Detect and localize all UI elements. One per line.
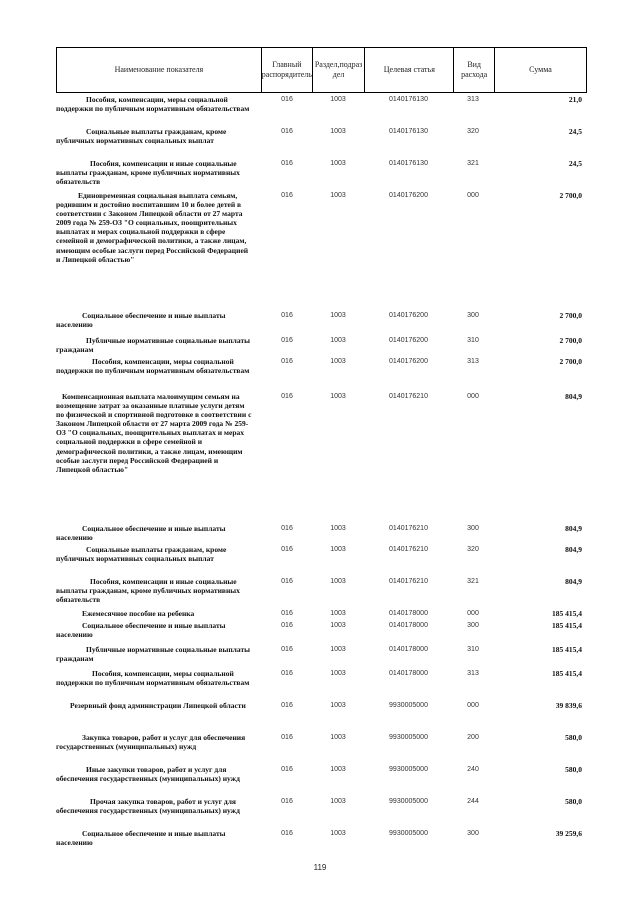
table-row: [56, 797, 585, 815]
sum-value: 21,0: [568, 95, 582, 104]
razdel-code: 1003: [330, 192, 346, 199]
table-row: [56, 765, 585, 783]
vid-code: 321: [467, 160, 479, 167]
celevaya-code: 0140176210: [389, 393, 428, 400]
sum-value: 580,0: [565, 733, 582, 742]
razdel-code: 1003: [330, 622, 346, 629]
budget-table: [56, 47, 587, 893]
razdel-code: 1003: [330, 670, 346, 677]
sum-value: 580,0: [565, 765, 582, 774]
sum-value: 39 839,6: [555, 701, 582, 710]
glavny-code: 016: [281, 96, 293, 103]
razdel-code: 1003: [330, 798, 346, 805]
table-body: [56, 93, 587, 893]
table-row: [56, 645, 585, 663]
glavny-code: 016: [281, 546, 293, 553]
glavny-code: 016: [281, 610, 293, 617]
header-celevaya: Целевая статья: [364, 48, 453, 92]
razdel-code: 1003: [330, 702, 346, 709]
header-vid: Вид расхода: [453, 48, 494, 92]
razdel-code: 1003: [330, 393, 346, 400]
razdel-code: 1003: [330, 578, 346, 585]
vid-code: 300: [467, 622, 479, 629]
indicator-name: Публичные нормативные социальные выплаты гражданам: [56, 645, 250, 664]
table-header: [56, 47, 587, 93]
sum-value: 185 415,4: [552, 609, 582, 618]
vid-code: 000: [467, 393, 479, 400]
razdel-code: 1003: [330, 525, 346, 532]
page-number: 119: [313, 863, 327, 872]
indicator-name: Закупка товаров, работ и услуг для обеспечения государственных (муниципальных) нужд: [56, 733, 246, 752]
vid-code: 300: [467, 525, 479, 532]
indicator-name: Социальное обеспечение и иные выплаты населению: [56, 829, 226, 848]
celevaya-code: 0140176130: [389, 160, 428, 167]
sum-value: 2 700,0: [559, 336, 582, 345]
vid-code: 313: [467, 670, 479, 677]
vid-code: 310: [467, 337, 479, 344]
sum-value: 185 415,4: [552, 645, 582, 654]
indicator-name: Публичные нормативные социальные выплаты гражданам: [56, 336, 250, 355]
sum-value: 2 700,0: [559, 357, 582, 366]
celevaya-code: 9930005000: [389, 830, 428, 837]
header-summa: Сумма: [494, 48, 586, 92]
sum-value: 804,9: [565, 392, 582, 401]
celevaya-code: 9930005000: [389, 798, 428, 805]
celevaya-code: 0140178000: [389, 610, 428, 617]
razdel-code: 1003: [330, 830, 346, 837]
table-row: [56, 577, 585, 604]
razdel-code: 1003: [330, 546, 346, 553]
vid-code: 313: [467, 96, 479, 103]
glavny-code: 016: [281, 702, 293, 709]
razdel-code: 1003: [330, 766, 346, 773]
vid-code: 000: [467, 610, 479, 617]
vid-code: 000: [467, 702, 479, 709]
vid-code: 320: [467, 546, 479, 553]
table-row: [56, 392, 585, 474]
razdel-code: 1003: [330, 358, 346, 365]
table-row: [56, 357, 585, 375]
razdel-code: 1003: [330, 312, 346, 319]
indicator-name: Пособия, компенсации и иные социальные выплаты гражданам, кроме публичных нормативных обязательств: [56, 577, 240, 605]
glavny-code: 016: [281, 734, 293, 741]
table-row: [56, 621, 585, 639]
table-row: [56, 669, 585, 687]
glavny-code: 016: [281, 393, 293, 400]
glavny-code: 016: [281, 646, 293, 653]
indicator-name: Пособия, компенсации, меры социальной поддержки по публичным нормативным обязательствам: [56, 669, 250, 688]
vid-code: 240: [467, 766, 479, 773]
glavny-code: 016: [281, 160, 293, 167]
glavny-code: 016: [281, 622, 293, 629]
celevaya-code: 0140176210: [389, 546, 428, 553]
vid-code: 244: [467, 798, 479, 805]
indicator-name: Социальное обеспечение и иные выплаты населению: [56, 311, 226, 330]
glavny-code: 016: [281, 798, 293, 805]
table-row: [56, 545, 585, 563]
sum-value: 2 700,0: [559, 311, 582, 320]
glavny-code: 016: [281, 128, 293, 135]
table-row: [56, 336, 585, 354]
razdel-code: 1003: [330, 128, 346, 135]
celevaya-code: 0140178000: [389, 646, 428, 653]
table-row: [56, 191, 585, 264]
razdel-code: 1003: [330, 610, 346, 617]
glavny-code: 016: [281, 578, 293, 585]
sum-value: 24,5: [568, 159, 582, 168]
indicator-name: Пособия, компенсации, меры социальной поддержки по публичным нормативным обязательствам: [56, 357, 250, 376]
table-row: [56, 829, 585, 847]
vid-code: 300: [467, 312, 479, 319]
razdel-code: 1003: [330, 96, 346, 103]
table-row: [56, 733, 585, 751]
indicator-name: Единовременная социальная выплата семьям, родившим и достойно воспитавшим 10 и более детей в соответствии с Законом Липецкой области от 27 марта 2009 года № 259-ОЗ "О социальных, поощрительных выплатах и мерах социальной поддержки в сфере семейной и демографической политики, а также лицам, имеющим особые заслуги перед Российской Федерацией и Липецкой областью": [56, 191, 249, 264]
indicator-name: Пособия, компенсации, меры социальной поддержки по публичным нормативным обязательствам: [56, 95, 250, 114]
celevaya-code: 0140176200: [389, 312, 428, 319]
vid-code: 200: [467, 734, 479, 741]
indicator-name: Иные закупки товаров, работ и услуг для обеспечения государственных (муниципальных) нужд: [56, 765, 240, 784]
vid-code: 321: [467, 578, 479, 585]
sum-value: 39 259,6: [555, 829, 582, 838]
sum-value: 24,5: [568, 127, 582, 136]
celevaya-code: 0140178000: [389, 670, 428, 677]
vid-code: 300: [467, 830, 479, 837]
sum-value: 804,9: [565, 524, 582, 533]
celevaya-code: 9930005000: [389, 702, 428, 709]
razdel-code: 1003: [330, 337, 346, 344]
celevaya-code: 9930005000: [389, 766, 428, 773]
header-razdel: Раздел,подраз дел: [312, 48, 364, 92]
sum-value: 185 415,4: [552, 621, 582, 630]
table-row: [56, 311, 585, 329]
indicator-name: Социальное обеспечение и иные выплаты населению: [56, 621, 226, 640]
table-row: [56, 95, 585, 113]
celevaya-code: 0140176200: [389, 192, 428, 199]
indicator-name: Ежемесячное пособие на ребенка: [82, 609, 195, 618]
celevaya-code: 0140176130: [389, 128, 428, 135]
celevaya-code: 0140176210: [389, 525, 428, 532]
celevaya-code: 0140176200: [389, 358, 428, 365]
indicator-name: Социальное обеспечение и иные выплаты населению: [56, 524, 226, 543]
celevaya-code: 0140176210: [389, 578, 428, 585]
vid-code: 320: [467, 128, 479, 135]
indicator-name: Компенсационная выплата малоимущим семьям на возмещение затрат за оказанные платные услуги детям по физической и спортивной подготовке в соответствии с Законом Липецкой области от 27 марта 2009 года № 259-ОЗ "О социальных, поощрительных выплатах и мерах социальной поддержки в сфере семейной и демографической политики, а также лицам, имеющим особые заслуги перед Российской Федерацией и Липецкой областью": [56, 392, 252, 474]
table-row: [56, 127, 585, 145]
razdel-code: 1003: [330, 646, 346, 653]
vid-code: 313: [467, 358, 479, 365]
indicator-name: Прочая закупка товаров, работ и услуг для обеспечения государственных (муниципальных) нужд: [56, 797, 240, 816]
indicator-name: Пособия, компенсации и иные социальные выплаты гражданам, кроме публичных нормативных обязательств: [56, 159, 240, 187]
indicator-name: Социальные выплаты гражданам, кроме публичных нормативных социальных выплат: [56, 545, 227, 564]
glavny-code: 016: [281, 312, 293, 319]
indicator-name: Резервный фонд администрации Липецкой области: [70, 701, 246, 710]
glavny-code: 016: [281, 192, 293, 199]
header-name: Наименование показателя: [114, 65, 204, 74]
table-row: [56, 524, 585, 542]
glavny-code: 016: [281, 337, 293, 344]
sum-value: 185 415,4: [552, 669, 582, 678]
indicator-name: Социальные выплаты гражданам, кроме публичных нормативных социальных выплат: [56, 127, 227, 146]
sum-value: 580,0: [565, 797, 582, 806]
razdel-code: 1003: [330, 734, 346, 741]
glavny-code: 016: [281, 525, 293, 532]
celevaya-code: 0140176200: [389, 337, 428, 344]
celevaya-code: 0140176130: [389, 96, 428, 103]
vid-code: 000: [467, 192, 479, 199]
glavny-code: 016: [281, 670, 293, 677]
sum-value: 804,9: [565, 577, 582, 586]
glavny-code: 016: [281, 830, 293, 837]
glavny-code: 016: [281, 358, 293, 365]
header-glavny: Главный распорядитель: [261, 48, 312, 92]
sum-value: 2 700,0: [559, 191, 582, 200]
glavny-code: 016: [281, 766, 293, 773]
sum-value: 804,9: [565, 545, 582, 554]
celevaya-code: 9930005000: [389, 734, 428, 741]
table-row: [56, 701, 585, 710]
table-row: [56, 159, 585, 186]
table-row: [56, 609, 585, 618]
celevaya-code: 0140178000: [389, 622, 428, 629]
vid-code: 310: [467, 646, 479, 653]
razdel-code: 1003: [330, 160, 346, 167]
